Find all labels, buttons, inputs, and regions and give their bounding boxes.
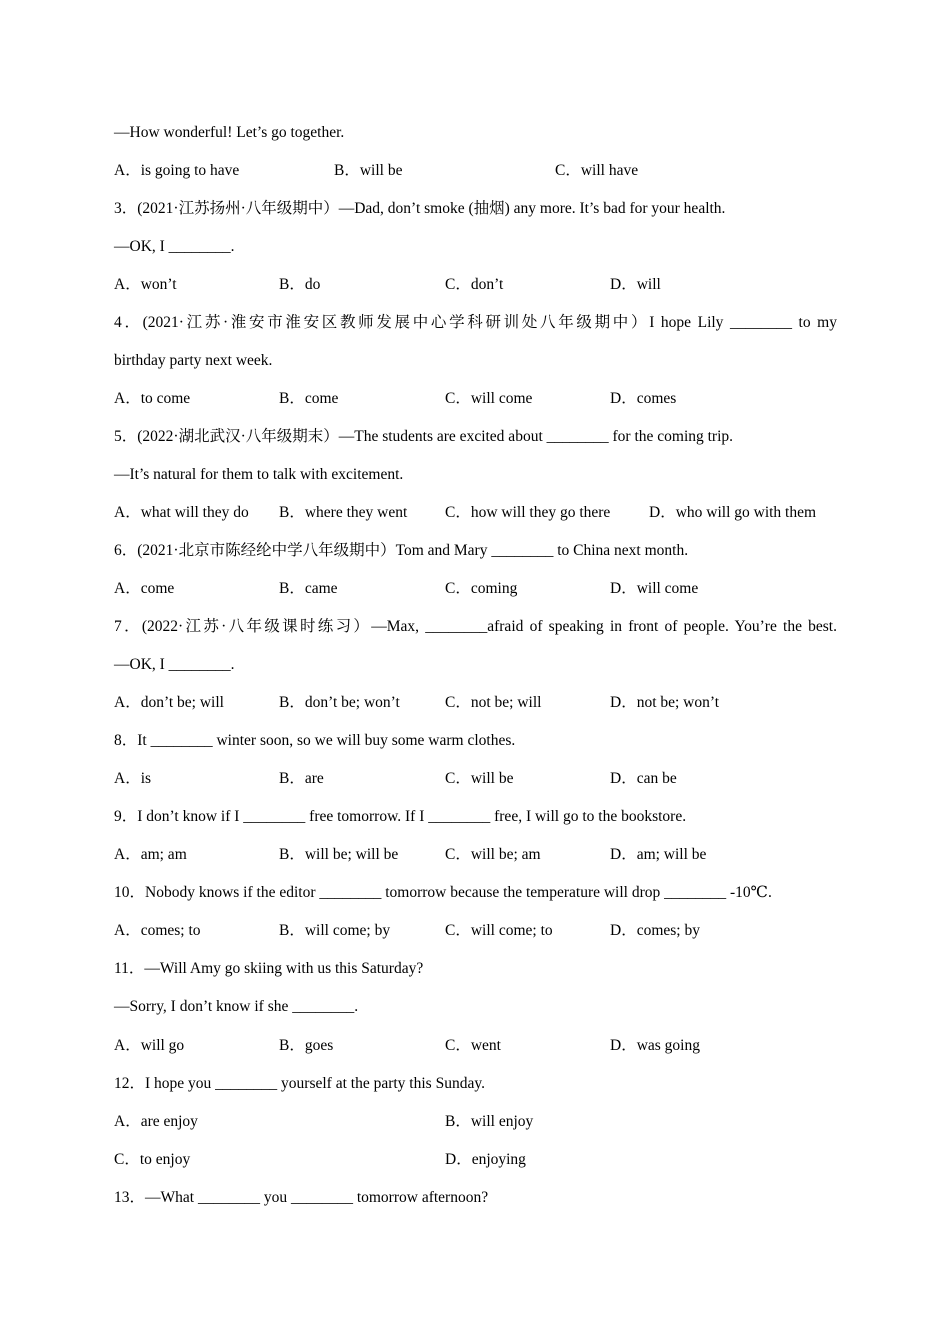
option-b: B．goes	[279, 1037, 334, 1054]
option-b: B．will be	[334, 162, 403, 179]
option-b: B．will enjoy	[445, 1113, 534, 1130]
option-d: D．will	[610, 276, 661, 293]
question-3: 3．(2021·江苏扬州·八年级期中）—Dad, don’t smoke (抽烟) any more. It’s bad for your health.	[114, 200, 726, 217]
answer-options	[114, 275, 837, 295]
answer-options	[114, 1036, 837, 1056]
question-7: 7．(2022·江苏·八年级课时练习）—Max, ________afraid of speaking in front of people. You’re the best.	[114, 618, 837, 635]
option-c: C．will come; to	[445, 922, 553, 939]
option-a: A．will go	[114, 1037, 185, 1054]
answer-options	[114, 921, 837, 941]
option-b: B．do	[279, 276, 321, 293]
dialogue-line: —OK, I ________.	[114, 656, 235, 673]
option-d: D．was going	[610, 1037, 700, 1054]
question-8: 8．It ________ winter soon, so we will buy some warm clothes.	[114, 732, 516, 749]
option-c: C．not be; will	[445, 694, 542, 711]
option-c: C．will be; am	[445, 846, 541, 863]
option-c: C．to enjoy	[114, 1151, 191, 1168]
option-d: D．will come	[610, 580, 699, 597]
dialogue-line: —OK, I ________.	[114, 238, 235, 255]
option-a: A．are enjoy	[114, 1113, 198, 1130]
option-d: D．comes; by	[610, 922, 700, 939]
answer-options	[114, 769, 837, 789]
option-a: A．to come	[114, 390, 191, 407]
dialogue-line: —It’s natural for them to talk with excitement.	[114, 466, 404, 483]
dialogue-line: —How wonderful! Let’s go together.	[114, 124, 345, 141]
answer-options	[114, 161, 837, 181]
option-d: D．who will go with them	[649, 504, 817, 521]
option-d: D．not be; won’t	[610, 694, 720, 711]
question-4: 4．(2021·江苏·淮安市淮安区教师发展中心学科研训处八年级期中）I hope Lily ________ to my	[114, 314, 837, 331]
option-d: D．am; will be	[610, 846, 707, 863]
question-13: 13．—What ________ you ________ tomorrow afternoon?	[114, 1189, 489, 1206]
option-b: B．will be; will be	[279, 846, 399, 863]
option-d: D．enjoying	[445, 1151, 526, 1168]
option-b: B．are	[279, 770, 324, 787]
answer-options	[114, 503, 837, 523]
dialogue-line: —Sorry, I don’t know if she ________.	[114, 998, 359, 1015]
question-10: 10．Nobody knows if the editor ________ tomorrow because the temperature will drop ________ -10℃.	[114, 884, 772, 901]
answer-options	[114, 693, 837, 713]
option-b: B．came	[279, 580, 338, 597]
answer-options	[114, 1112, 837, 1132]
option-a: A．am; am	[114, 846, 187, 863]
option-c: C．went	[445, 1037, 501, 1054]
option-a: A．is going to have	[114, 162, 240, 179]
question-6: 6．(2021·北京市陈经纶中学八年级期中）Tom and Mary ________ to China next month.	[114, 542, 689, 559]
option-d: D．can be	[610, 770, 677, 787]
option-c: C．will come	[445, 390, 533, 407]
question-4-continued: birthday party next week.	[114, 352, 273, 369]
question-9: 9．I don’t know if I ________ free tomorrow. If I ________ free, I will go to the bookstore.	[114, 808, 687, 825]
option-a: A．comes; to	[114, 922, 201, 939]
option-b: B．where they went	[279, 504, 408, 521]
option-c: C．don’t	[445, 276, 504, 293]
question-5: 5．(2022·湖北武汉·八年级期末）—The students are excited about ________ for the coming trip.	[114, 428, 734, 445]
option-d: D．comes	[610, 390, 677, 407]
option-c: C．will be	[445, 770, 514, 787]
question-11: 11．—Will Amy go skiing with us this Saturday?	[114, 960, 424, 977]
answer-options	[114, 389, 837, 409]
option-b: B．will come; by	[279, 922, 391, 939]
answer-options	[114, 1150, 837, 1170]
option-a: A．what will they do	[114, 504, 249, 521]
option-a: A．won’t	[114, 276, 177, 293]
question-12: 12．I hope you ________ yourself at the party this Sunday.	[114, 1075, 485, 1092]
option-b: B．come	[279, 390, 339, 407]
answer-options	[114, 845, 837, 865]
option-c: C．how will they go there	[445, 504, 611, 521]
option-c: C．coming	[445, 580, 518, 597]
option-a: A．come	[114, 580, 175, 597]
option-b: B．don’t be; won’t	[279, 694, 400, 711]
option-a: A．is	[114, 770, 152, 787]
option-c: C．will have	[555, 162, 639, 179]
option-a: A．don’t be; will	[114, 694, 224, 711]
answer-options	[114, 579, 837, 599]
